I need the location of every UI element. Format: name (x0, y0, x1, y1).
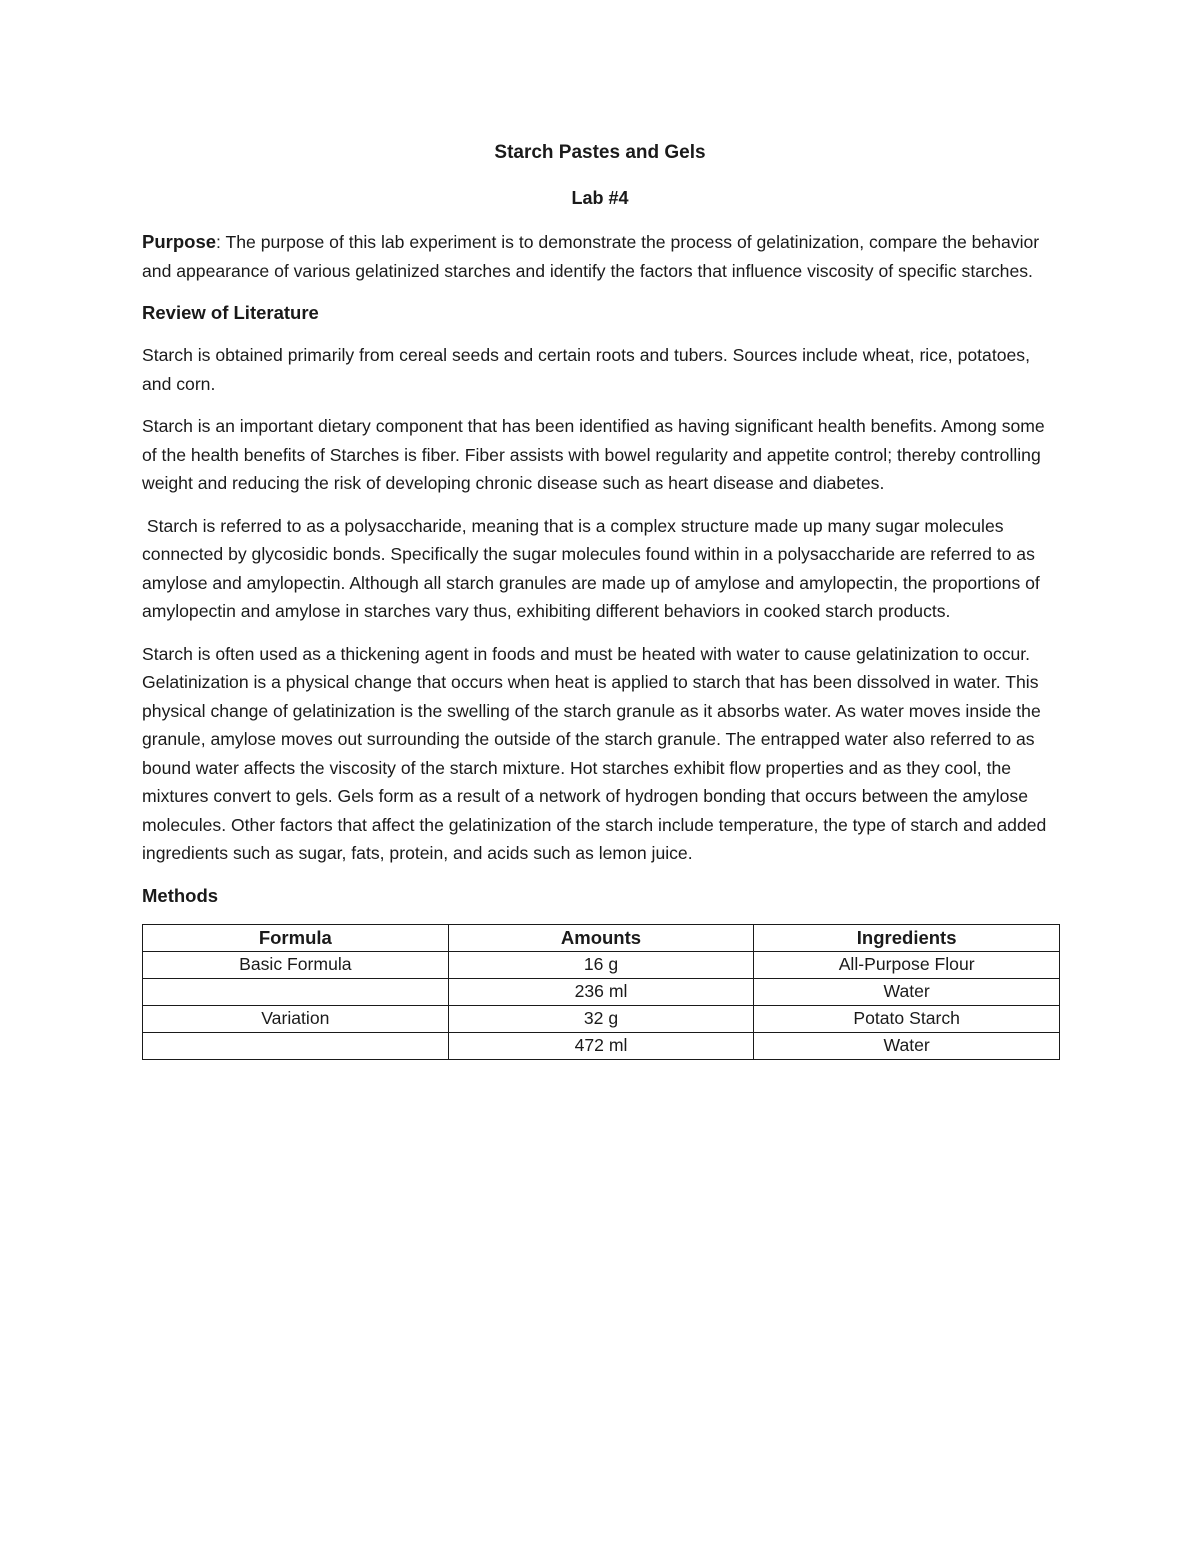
column-header-formula: Formula (143, 924, 449, 951)
table-cell-formula: Basic Formula (143, 951, 449, 978)
purpose-label: Purpose (142, 231, 217, 252)
table-row (143, 1032, 1060, 1059)
methods-heading: Methods (142, 884, 219, 906)
table-header-row (143, 924, 1060, 951)
page-title: Starch Pastes and Gels (494, 142, 706, 163)
literature-paragraph-2: Starch is an important dietary component that has been identified as having significant health benefits. Among some of the health benefits of Starches is fiber. Fiber assists with bowel regularity and appetite control; thereby controlling weight and reducing the risk of developing chronic disease such as heart disease and diabetes. (142, 416, 1045, 493)
table-row (143, 978, 1060, 1005)
table-cell-ingredient: Water (754, 978, 1060, 1005)
literature-paragraph-1: Starch is obtained primarily from cereal seeds and certain roots and tubers. Sources include wheat, rice, potatoes, and corn. (142, 345, 1030, 394)
table-cell-amount: 236 ml (448, 978, 754, 1005)
table-cell-amount: 32 g (448, 1005, 754, 1032)
table-cell-ingredient: Water (754, 1032, 1060, 1059)
table-cell-formula: Variation (143, 1005, 449, 1032)
table-cell-formula (143, 978, 449, 1005)
table-row (143, 951, 1060, 978)
literature-paragraph-4: Starch is often used as a thickening agent in foods and must be heated with water to cause gelatinization to occur. Gelatinization is a physical change that occurs when heat is applied to starch that has been dissolved in water. This physical change of gelatinization is the swelling of the starch granule as it absorbs water. As water moves inside the granule, amylose moves out surrounding the outside of the starch granule. The entrapped water also referred to as bound water affects the viscosity of the starch mixture. Hot starches exhibit flow properties and as they cool, the mixtures convert to gels. Gels form as a result of a network of hydrogen bonding that occurs between the amylose molecules. Other factors that affect the gelatinization of the starch include temperature, the type of starch and added ingredients such as sugar, fats, protein, and acids such as lemon juice. (142, 643, 1047, 863)
literature-heading: Review of Literature (142, 302, 319, 323)
purpose-text: : The purpose of this lab experiment is to demonstrate the process of gelatinization, compare the behavior and appearance of various gelatinized starches and identify the factors that influence viscosity of specific starches. (142, 232, 1040, 281)
table-cell-amount: 16 g (448, 951, 754, 978)
table-cell-formula (143, 1032, 449, 1059)
purpose-paragraph (142, 228, 1060, 285)
column-header-amounts: Amounts (448, 924, 754, 951)
column-header-ingredients: Ingredients (754, 924, 1060, 951)
table-row (143, 1005, 1060, 1032)
methods-table (142, 924, 1060, 1060)
literature-paragraph-3: Starch is referred to as a polysaccharide, meaning that is a complex structure made up many sugar molecules connected by glycosidic bonds. Specifically the sugar molecules found within in a polysaccharide are referred to as amylose and amylopectin. Although all starch granules are made up of amylose and amylopectin, the proportions of amylopectin and amylose in starches vary thus, exhibiting different behaviors in cooked starch products. (142, 515, 1045, 621)
lab-number: Lab #4 (571, 188, 629, 208)
table-cell-ingredient: All-Purpose Flour (754, 951, 1060, 978)
document-body (142, 228, 1060, 1060)
table-cell-ingredient: Potato Starch (754, 1005, 1060, 1032)
table-cell-amount: 472 ml (448, 1032, 754, 1059)
